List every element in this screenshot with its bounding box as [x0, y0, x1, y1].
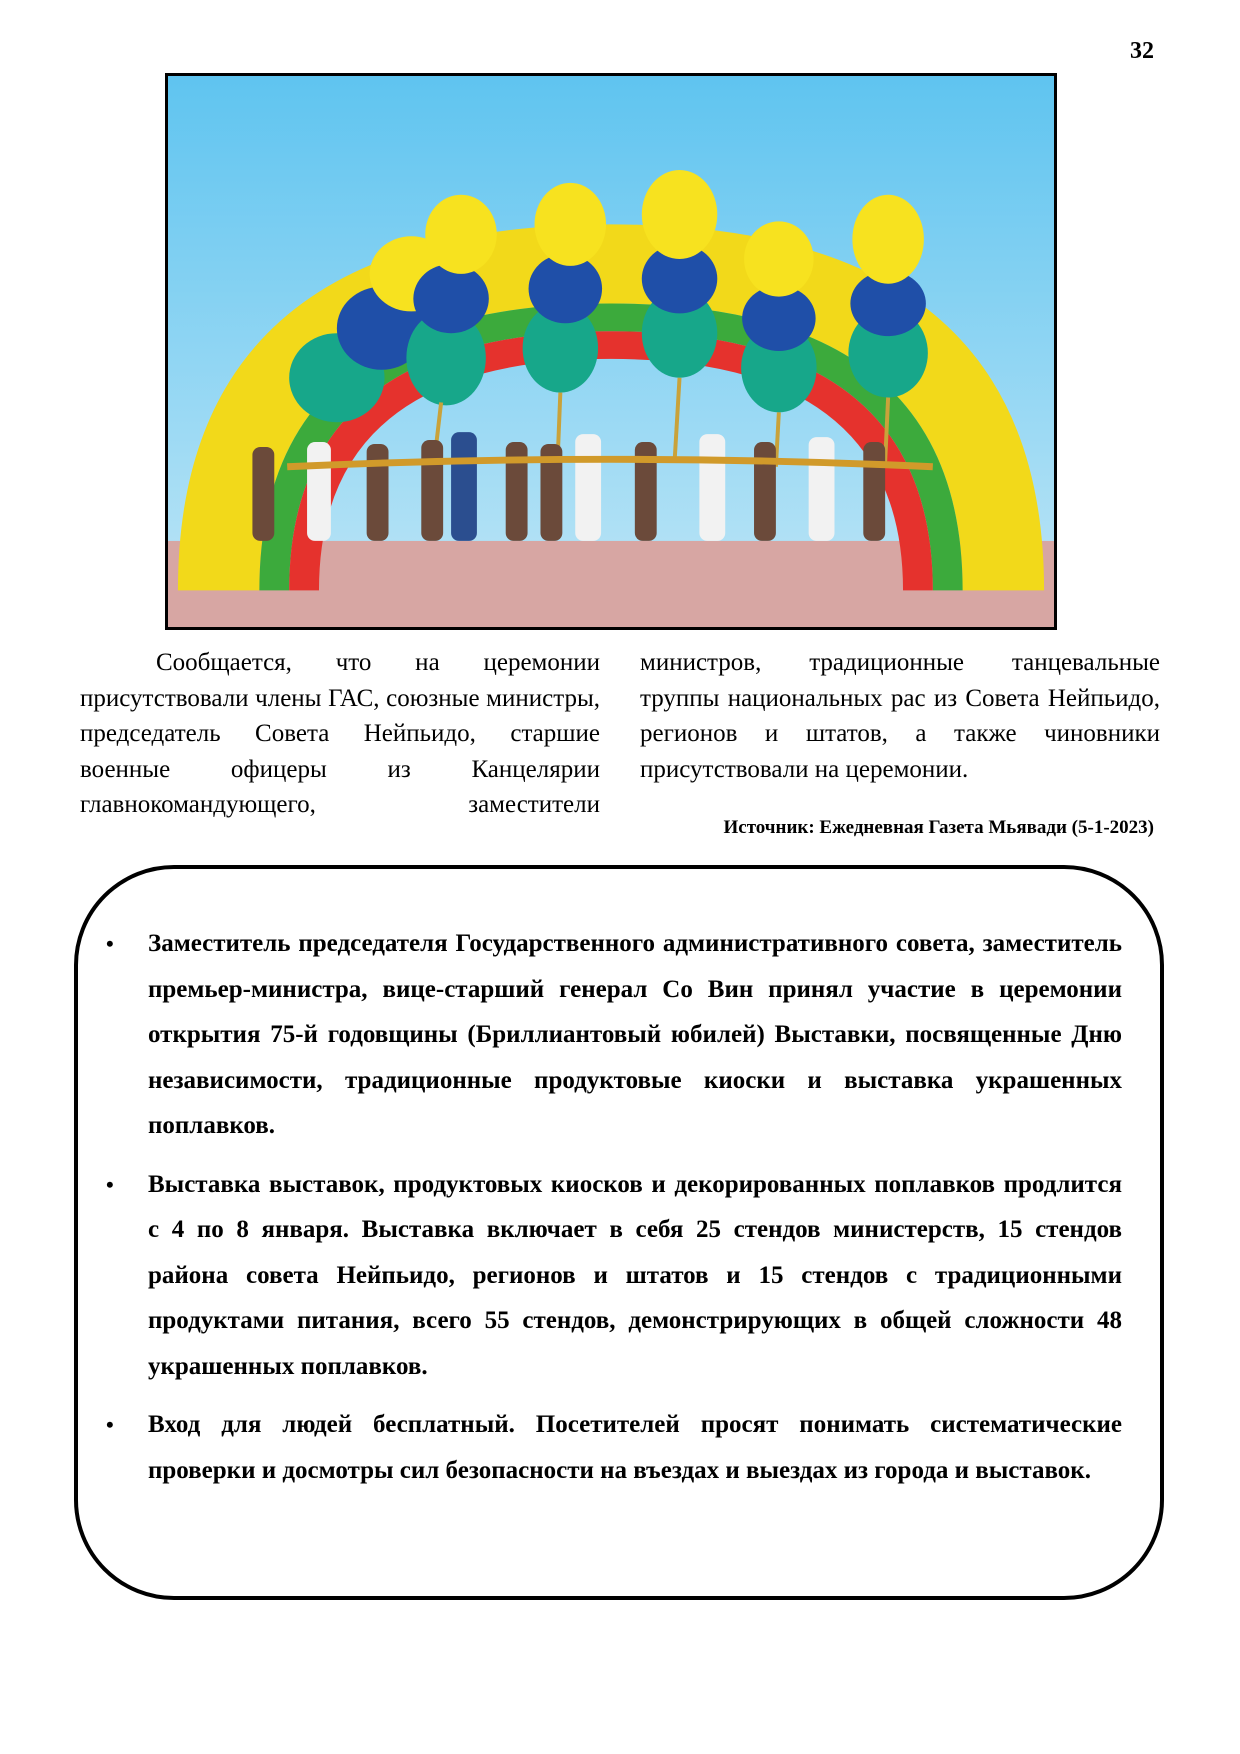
bullet-icon: • [106, 1412, 114, 1437]
highlight-item [106, 1402, 1122, 1493]
highlight-text: Вход для людей бесплатный. Посетителей просят понимать систематические проверки и досмотры сил безопасности на въездах и выездах из города и выставок. [148, 1411, 1122, 1484]
article-text-col1: Сообщается, что на церемонии присутствовали члены ГАС, союзные министры, председатель Совета Нейпьидо, старшие военные офицеры из Канцелярии главнокомандующего, заместители [80, 649, 600, 818]
bullet-icon: • [106, 931, 114, 956]
highlight-item [106, 1162, 1122, 1390]
article-columns [80, 645, 1160, 823]
source-citation: Источник: Ежедневная Газета Мьявади (5-1-2023) [723, 817, 1154, 838]
article-column-2 [640, 645, 1160, 823]
bullet-icon: • [106, 1171, 114, 1197]
highlights-box [74, 865, 1164, 1600]
ceremony-photo-icon [168, 76, 1054, 627]
highlight-text: Выставка выставок, продуктовых киосков и декорированных поплавков продлится с 4 по 8 января. Выставка включает в себя 25 стендов министерств, 15 стендов района совета Нейпьидо, регионов и штатов и 15 стендов с традиционными продуктами питания, всего 55 стендов, демонстрирующих в общей сложности 48 украшенных поплавков. [148, 1170, 1122, 1380]
highlights-list [78, 869, 1160, 1493]
highlight-item [106, 921, 1122, 1149]
article-column-1 [80, 645, 600, 823]
article-text-col2: министров, традиционные танцевальные труппы национальных рас из Совета Нейпьидо, регионов и штатов, а также чиновники присутствовали на церемонии. [640, 649, 1160, 783]
page-number: 32 [1130, 38, 1154, 64]
highlight-text: Заместитель председателя Государственного административного совета, заместитель премьер-министра, вице-старший генерал Со Вин принял участие в церемонии открытия 75-й годовщины (Бриллиантовый юбилей) Выставки, посвященные Дню независимости, традиционные продуктовые киоски и выставка украшенных поплавков. [148, 930, 1122, 1139]
ceremony-photo [165, 73, 1057, 630]
